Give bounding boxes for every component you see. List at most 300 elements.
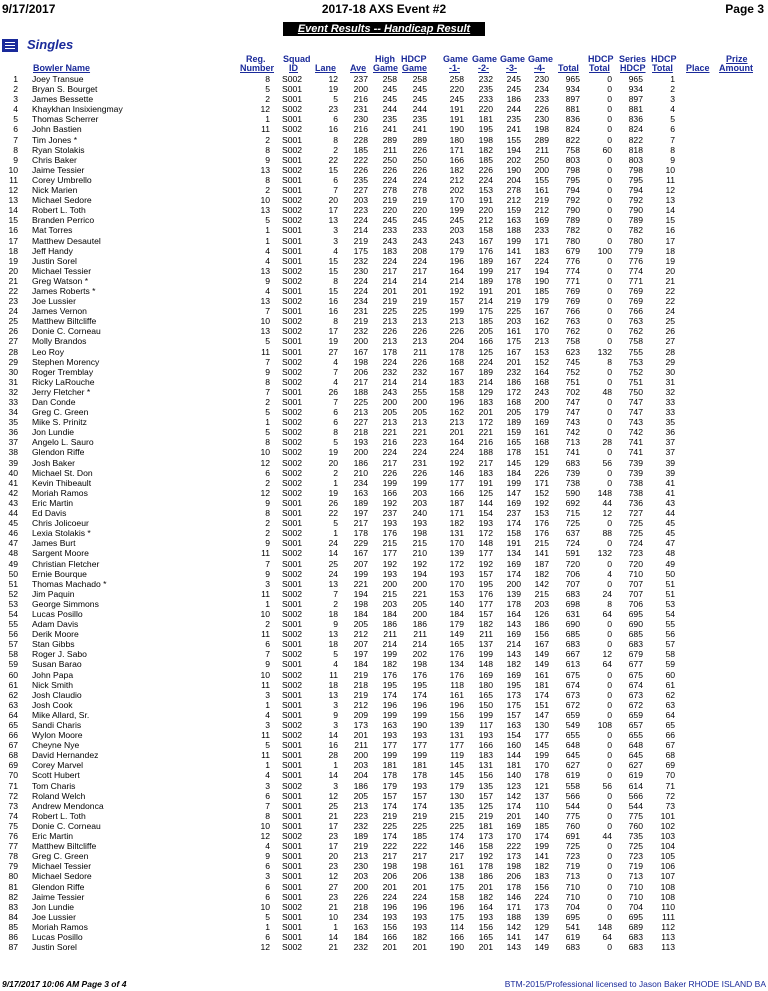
cell-ave: 213 [353, 851, 368, 862]
cell-g2: 157 [478, 568, 493, 579]
cell-g2: 148 [478, 659, 493, 670]
cell-ht: 108 [660, 881, 675, 892]
cell-g4: 200 [534, 164, 549, 175]
cell-name: Scott Hubert [32, 770, 80, 781]
cell-name: Lexia Stolakis * [32, 528, 91, 539]
cell-g1: 191 [449, 114, 464, 125]
cell-reg: 2 [265, 477, 270, 488]
cell-pos: 55 [8, 619, 18, 630]
cell-hdcpg: 198 [412, 659, 427, 670]
cell-g4: 234 [534, 84, 549, 95]
cell-squad: S002 [282, 366, 303, 377]
cell-hdcpt: 88 [602, 528, 612, 539]
cell-hdcpg: 201 [412, 942, 427, 953]
cell-hdcpg: 226 [412, 164, 427, 175]
table-row [0, 912, 768, 922]
cell-series: 822 [628, 134, 643, 145]
cell-lane: 8 [333, 275, 338, 286]
cell-g2: 224 [478, 174, 493, 185]
cell-g2: 150 [478, 699, 493, 710]
cell-ave: 227 [353, 417, 368, 428]
cell-g4: 156 [534, 881, 549, 892]
cell-ht: 19 [665, 255, 675, 266]
cell-g4: 173 [534, 901, 549, 912]
cell-lane: 18 [328, 679, 338, 690]
cell-reg: 1 [265, 598, 270, 609]
cell-g2: 192 [478, 851, 493, 862]
cell-hdcpg: 186 [412, 619, 427, 630]
cell-lane: 20 [328, 851, 338, 862]
cell-total: 673 [565, 689, 580, 700]
cell-ht: 110 [661, 901, 675, 912]
cell-lane: 16 [328, 740, 338, 751]
cell-hdcpg: 211 [413, 629, 427, 640]
cell-ave: 223 [353, 810, 368, 821]
cell-g3: 174 [506, 518, 521, 529]
table-row [0, 750, 768, 760]
cell-reg: 8 [265, 508, 270, 519]
cell-g4: 200 [534, 397, 549, 407]
section-title: Singles [27, 37, 74, 52]
cell-series: 645 [628, 750, 643, 761]
cell-high: 214 [382, 376, 397, 387]
cell-pos: 46 [8, 528, 18, 539]
table-row [0, 377, 768, 387]
cell-ht: 21 [665, 275, 675, 286]
cell-lane: 5 [333, 649, 338, 660]
cell-g3: 155 [506, 134, 521, 145]
cell-name: Thomas Machado * [32, 578, 107, 589]
cell-high: 225 [382, 306, 397, 317]
cell-pos: 59 [8, 659, 18, 670]
cell-ave: 216 [353, 94, 368, 105]
cell-g2: 166 [478, 740, 493, 751]
cell-hdcpg: 177 [412, 740, 427, 751]
cell-name: Susan Barao [32, 659, 82, 670]
cell-ave: 231 [353, 306, 368, 317]
cell-g4: 139 [534, 911, 549, 922]
cell-g3: 212 [506, 195, 521, 206]
cell-ht: 45 [665, 518, 675, 529]
cell-hdcpt: 100 [597, 245, 612, 256]
cell-g1: 170 [449, 578, 464, 589]
table-row [0, 498, 768, 508]
cell-total: 760 [565, 820, 580, 831]
cell-g4: 215 [534, 588, 549, 599]
cell-name: Michael Sedore [32, 871, 92, 882]
cell-g2: 157 [478, 608, 493, 619]
cell-reg: 5 [265, 336, 270, 347]
cell-pos: 51 [8, 578, 18, 589]
cell-ht: 59 [665, 659, 675, 670]
cell-series: 803 [628, 154, 643, 165]
cell-series: 723 [628, 851, 643, 862]
cell-ave: 184 [353, 659, 368, 670]
cell-g4: 233 [534, 94, 549, 105]
cell-total: 775 [565, 810, 580, 821]
cell-g2: 176 [478, 588, 493, 599]
cell-g1: 139 [449, 548, 464, 559]
cell-total: 745 [565, 356, 580, 367]
cell-total: 774 [565, 265, 580, 276]
cell-ht: 17 [665, 235, 675, 246]
cell-high: 211 [383, 629, 397, 640]
cell-g4: 185 [534, 820, 549, 831]
cell-name: Jon Lundie [32, 427, 75, 438]
cell-hdcpt: 0 [607, 154, 612, 165]
cell-ht: 108 [660, 891, 675, 902]
cell-hdcpg: 224 [412, 174, 427, 185]
cell-high: 178 [382, 770, 397, 781]
cell-high: 289 [382, 134, 397, 145]
cell-pos: 16 [8, 225, 18, 236]
cell-g2: 131 [478, 760, 493, 771]
cell-pos: 84 [8, 911, 18, 922]
cell-g4: 171 [534, 477, 549, 488]
cell-ave: 223 [353, 205, 368, 216]
table-row [0, 609, 768, 619]
cell-series: 747 [628, 397, 643, 407]
cell-high: 183 [382, 245, 397, 256]
cell-ave: 207 [353, 639, 368, 650]
cell-name: George Simmons [32, 598, 99, 609]
cell-squad: S001 [282, 397, 303, 407]
cell-g4: 153 [534, 508, 549, 519]
cell-ave: 178 [353, 528, 368, 539]
cell-ave: 217 [353, 518, 368, 529]
cell-pos: 33 [8, 397, 18, 407]
cell-g2: 178 [478, 861, 493, 872]
table-row [0, 175, 768, 185]
cell-lane: 8 [333, 316, 338, 327]
cell-g3: 181 [506, 760, 521, 771]
cell-name: Eric Martin [32, 831, 74, 842]
cell-reg: 9 [265, 497, 270, 508]
cell-reg: 9 [265, 659, 270, 670]
cell-name: Ricky LaRouche [32, 376, 95, 387]
cell-g4: 181 [534, 679, 549, 690]
cell-name: Michael Tessier [32, 861, 92, 872]
cell-g4: 211 [535, 144, 549, 155]
cell-g2: 164 [478, 901, 493, 912]
cell-total: 724 [565, 538, 580, 549]
cell-g1: 204 [449, 336, 464, 347]
cell-lane: 14 [328, 730, 338, 741]
cell-g4: 164 [534, 366, 549, 377]
cell-g1: 161 [449, 861, 464, 872]
cell-pos: 48 [8, 548, 18, 559]
cell-ave: 206 [353, 366, 368, 377]
cell-g2: 186 [478, 871, 493, 882]
cell-reg: 5 [265, 215, 270, 226]
cell-g2: 199 [478, 265, 493, 276]
cell-pos: 42 [8, 487, 18, 498]
cell-lane: 5 [333, 94, 338, 105]
cell-hdcpt: 0 [607, 447, 612, 458]
cell-high: 215 [382, 588, 397, 599]
cell-g2: 193 [478, 730, 493, 741]
cell-name: Joey Transue [32, 74, 84, 84]
cell-g1: 196 [449, 255, 464, 266]
cell-g1: 162 [449, 407, 464, 418]
cell-g4: 213 [534, 336, 549, 347]
cell-pos: 85 [8, 921, 18, 932]
table-row [0, 599, 768, 609]
cell-g3: 158 [506, 528, 521, 539]
cell-total: 965 [565, 74, 580, 84]
cell-high: 199 [382, 709, 397, 720]
cell-series: 741 [628, 447, 643, 458]
cell-series: 719 [628, 861, 643, 872]
cell-lane: 3 [333, 235, 338, 246]
cell-g4: 151 [534, 447, 549, 458]
cell-lane: 7 [333, 588, 338, 599]
table-row [0, 427, 768, 437]
cell-reg: 9 [265, 538, 270, 549]
cell-hdcpg: 194 [412, 568, 427, 579]
report-banner: Event Results -- Handicap Result [283, 22, 485, 36]
cell-hdcpg: 200 [412, 578, 427, 589]
cell-squad: S001 [282, 94, 303, 105]
table-row [0, 690, 768, 700]
table-row [0, 478, 768, 488]
cell-g3: 134 [506, 548, 521, 559]
cell-g4: 161 [534, 185, 549, 196]
table-row [0, 447, 768, 457]
cell-g2: 191 [478, 195, 493, 206]
table-row [0, 336, 768, 346]
cell-pos: 67 [8, 740, 18, 751]
cell-high: 217 [382, 265, 397, 276]
cell-g3: 217 [506, 265, 521, 276]
cell-total: 706 [565, 568, 580, 579]
cell-high: 177 [382, 740, 397, 751]
cell-g3: 169 [506, 669, 521, 680]
cell-g1: 177 [449, 740, 464, 751]
table-row [0, 518, 768, 528]
cell-series: 836 [628, 114, 643, 125]
cell-ave: 224 [353, 285, 368, 296]
cell-g4: 183 [534, 871, 549, 882]
cell-squad: S001 [282, 598, 303, 609]
cell-ave: 228 [353, 134, 368, 145]
cell-hdcpt: 0 [607, 891, 612, 902]
cell-hdcpt: 0 [607, 195, 612, 206]
cell-series: 735 [628, 831, 643, 842]
cell-g3: 144 [506, 750, 521, 761]
col-place: Place [686, 63, 710, 73]
cell-pos: 19 [8, 255, 18, 266]
cell-hdcpt: 0 [607, 679, 612, 690]
cell-g2: 181 [478, 114, 493, 125]
cell-lane: 14 [328, 548, 338, 559]
cell-series: 724 [628, 538, 643, 549]
cell-lane: 13 [328, 215, 338, 226]
cell-g3: 145 [506, 457, 521, 468]
cell-g1: 212 [449, 174, 464, 185]
cell-squad: S001 [282, 245, 303, 256]
cell-reg: 5 [265, 911, 270, 922]
cell-lane: 2 [333, 598, 338, 609]
table-row [0, 276, 768, 286]
cell-g3: 201 [506, 356, 521, 367]
table-row [0, 760, 768, 770]
cell-squad: S001 [282, 518, 303, 529]
cell-hdcpt: 108 [597, 720, 612, 730]
cell-high: 219 [382, 195, 397, 206]
cell-hdcpt: 0 [607, 397, 612, 407]
cell-g2: 172 [478, 417, 493, 428]
cell-total: 619 [565, 770, 580, 781]
cell-hdcpg: 255 [412, 386, 427, 397]
cell-hdcpg: 221 [412, 427, 427, 438]
cell-squad: S001 [282, 820, 303, 831]
cell-squad: S001 [282, 911, 303, 922]
cell-hdcpg: 181 [412, 760, 427, 771]
cell-g1: 193 [449, 568, 464, 579]
cell-ave: 205 [353, 619, 368, 630]
cell-g4: 230 [534, 114, 549, 125]
cell-series: 725 [628, 518, 643, 529]
cell-name: Adam Davis [32, 619, 79, 630]
cell-ave: 193 [353, 437, 368, 448]
cell-g1: 190 [449, 942, 464, 953]
table-row [0, 791, 768, 801]
cell-ht: 47 [665, 538, 675, 549]
cell-lane: 23 [328, 861, 338, 872]
cell-ht: 12 [665, 185, 675, 196]
cell-g2: 214 [478, 376, 493, 387]
cell-series: 789 [628, 215, 643, 226]
cell-g2: 156 [478, 921, 493, 932]
cell-lane: 8 [333, 427, 338, 438]
cell-pos: 54 [8, 608, 18, 619]
cell-lane: 23 [328, 891, 338, 902]
cell-g3: 190 [506, 164, 521, 175]
cell-name: Jerry Fletcher * [32, 386, 91, 397]
cell-pos: 17 [8, 235, 18, 246]
cell-total: 836 [565, 114, 580, 125]
cell-pos: 78 [8, 851, 18, 862]
cell-total: 645 [565, 750, 580, 761]
cell-g3: 245 [506, 84, 521, 95]
cell-squad: S001 [282, 921, 303, 932]
cell-hdcpg: 225 [412, 306, 427, 317]
cell-g1: 161 [449, 689, 464, 700]
cell-g3: 164 [506, 608, 521, 619]
cell-name: Cheyne Nye [32, 740, 80, 751]
cell-g2: 192 [478, 558, 493, 569]
cell-hdcpt: 0 [607, 285, 612, 296]
cell-lane: 26 [328, 497, 338, 508]
cell-hdcpg: 219 [412, 810, 427, 821]
cell-pos: 32 [8, 386, 18, 397]
cell-name: Jon Lundie [32, 901, 75, 912]
cell-high: 220 [382, 205, 397, 216]
cell-reg: 2 [265, 185, 270, 196]
cell-g3: 159 [506, 205, 521, 216]
cell-g1: 131 [449, 730, 464, 741]
cell-series: 674 [628, 679, 643, 690]
cell-ave: 218 [353, 427, 368, 438]
cell-g2: 195 [478, 578, 493, 589]
cell-series: 727 [628, 508, 643, 519]
cell-g4: 199 [534, 750, 549, 761]
cell-hdcpt: 0 [607, 336, 612, 347]
cell-g1: 213 [449, 417, 464, 428]
report-footer [0, 979, 768, 991]
cell-hdcpg: 214 [412, 376, 427, 387]
footer-timestamp: 9/17/2017 10:06 AM Page 3 of 4 [2, 979, 127, 989]
cell-pos: 37 [8, 437, 18, 448]
col-squad-1: Squad [283, 54, 311, 64]
cell-squad: S002 [282, 477, 303, 488]
cell-g2: 167 [478, 235, 493, 246]
cell-pos: 86 [8, 931, 18, 942]
cell-pos: 29 [8, 356, 18, 367]
cell-hdcpg: 192 [412, 558, 427, 569]
cell-ave: 200 [353, 447, 368, 458]
cell-ave: 232 [353, 255, 368, 266]
table-row [0, 205, 768, 215]
cell-hdcpg: 193 [412, 921, 427, 932]
cell-g2: 125 [478, 800, 493, 811]
cell-hdcpt: 0 [607, 265, 612, 276]
cell-high: 219 [382, 296, 397, 307]
cell-series: 659 [628, 709, 643, 720]
cell-hdcpg: 205 [412, 407, 427, 418]
cell-series: 707 [628, 578, 643, 589]
cell-high: 179 [382, 780, 397, 791]
cell-high: 213 [382, 336, 397, 347]
cell-g1: 130 [449, 790, 464, 801]
cell-g1: 175 [449, 881, 464, 892]
cell-pos: 68 [8, 750, 18, 761]
cell-g1: 166 [449, 154, 464, 165]
cell-g3: 188 [506, 225, 521, 236]
cell-total: 691 [565, 831, 580, 842]
table-row [0, 135, 768, 145]
cell-name: Michael Tessier [32, 265, 92, 276]
col-squad-2: ID [289, 63, 298, 73]
cell-ht: 70 [665, 770, 675, 781]
cell-pos: 26 [8, 326, 18, 337]
cell-name: Glendon Riffe [32, 447, 85, 458]
cell-hdcpt: 0 [607, 477, 612, 488]
cell-name: Ernie Bourque [32, 568, 87, 579]
cell-g2: 201 [478, 942, 493, 953]
cell-reg: 11 [261, 548, 270, 559]
cell-lane: 2 [333, 467, 338, 478]
cell-g4: 250 [534, 154, 549, 165]
cell-pos: 74 [8, 810, 18, 821]
cell-hdcpg: 213 [412, 316, 427, 327]
cell-g2: 176 [478, 245, 493, 256]
cell-g4: 226 [534, 104, 549, 115]
cell-g2: 221 [478, 427, 493, 438]
cell-g3: 178 [506, 881, 521, 892]
cell-ht: 60 [665, 669, 675, 680]
cell-g3: 201 [506, 810, 521, 821]
table-row [0, 165, 768, 175]
cell-g1: 226 [449, 326, 464, 337]
cell-hdcpg: 219 [412, 296, 427, 307]
cell-hdcpg: 220 [412, 205, 427, 216]
cell-ht: 62 [665, 689, 675, 700]
cell-high: 237 [382, 508, 397, 519]
cell-lane: 14 [328, 770, 338, 781]
cell-pos: 62 [8, 689, 18, 700]
